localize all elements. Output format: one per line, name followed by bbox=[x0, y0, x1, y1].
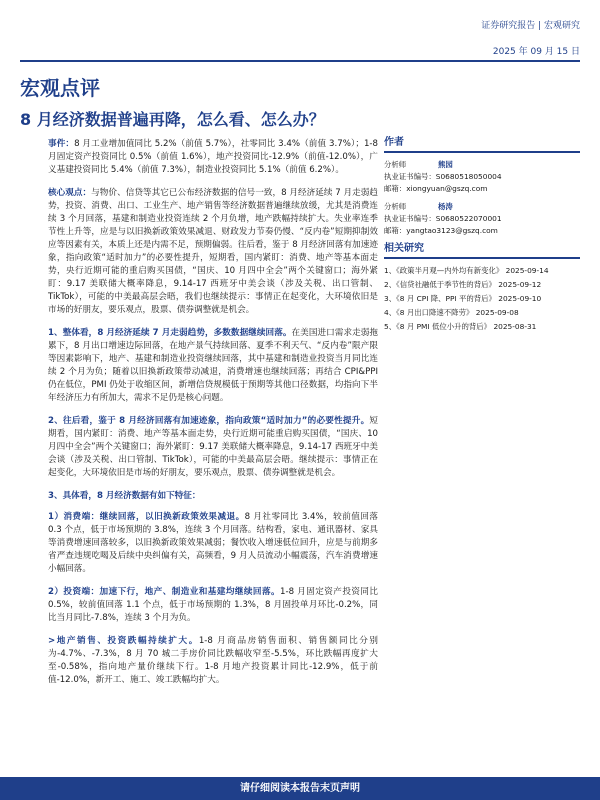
related-item-date: 2025-09-08 bbox=[475, 308, 519, 317]
sub-point-investment bbox=[48, 586, 378, 625]
event-text: 8 月工业增加值同比 5.2%（前值 5.7%），社零同比 3.4%（前值 3.7%）；1-8 月固定资产投资同比 0.5%（前值 1.6%），地产投资同比-12.9%（前值-12.0%），广义基建投资同比 5.4%（前值 7.3%），制造业投资同比 5.1%（前值 6.2%）。 bbox=[48, 139, 378, 175]
related-research-heading: 相关研究 bbox=[384, 243, 580, 259]
related-item-date: 2025-09-12 bbox=[498, 280, 542, 289]
footer-disclaimer: 请仔细阅读本报告末页声明 bbox=[0, 777, 600, 800]
section-2-number: 2、 bbox=[48, 416, 64, 426]
related-item[interactable] bbox=[384, 321, 580, 333]
related-item-title[interactable]: 《信贷社融低于季节性的背后》 bbox=[396, 280, 496, 289]
section-3-heading: 具体看，8 月经济数据有如下特征： bbox=[62, 491, 201, 501]
document-type: 宏观点评 bbox=[20, 76, 100, 100]
authors-heading: 作者 bbox=[384, 137, 580, 153]
author-cert: S0680522070001 bbox=[435, 214, 502, 223]
event-paragraph bbox=[48, 138, 378, 177]
author-role: 分析师 bbox=[384, 160, 407, 169]
report-date: 2025 年 09 月 15 日 bbox=[492, 47, 580, 57]
sub-point-property-heading: >地产销售、投资跌幅持续扩大。 bbox=[48, 636, 199, 646]
sub-point-consumption-text: 8 月社零同比 3.4%，较前值回落 0.3 个点，低于市场预期的 3.8%，连续 3 个月回落。结构看，家电、通讯器材、家具等消费增速回落较多，以旧换新政策效果减弱；餐饮收入增速低位回升，应是与前期多省严查违规吃喝及后续中央纠偏有关，高频看，9 月人员流动小幅震荡，汽车消费增速小幅回落。 bbox=[48, 512, 379, 574]
section-3 bbox=[48, 490, 378, 503]
section-2-text: 短期看，国内紧盯：消费、地产等基本面走势，央行近期可能重启购买国债，“国庆、10 月四中全会”两个关键窗口；海外紧盯：9.17 美联储大概率降息，9.14-17 西班牙中美会谈（涉及关税、出口管制、TikTok），可能的中美最高层会晤。继续提示：事情正在起变化，大环境依旧是市场的好朋友，要乐观点，股票、债券调整就是机会。 bbox=[48, 416, 378, 478]
related-item-number: 4、 bbox=[384, 308, 397, 317]
core-view-text: 与物价、信贷等其它已公布经济数据的信号一致，8 月经济延续 7 月走弱趋势，投资、消费、出口、工业生产、地产销售等经济数据普遍继续放缓，尤其是消费连续 3 个月回落，基建和制造业投资连续 2 个月负增，地产跌幅持续扩大。失业率连季节性上升等，应是与以旧换新政策效果减退、财政发力节奏仍慢、“反内卷”短期抑制效应等因素有关，本质上还是内需不足，预期偏弱。往后看，鉴于 8 月经济回落有加速迹象，指向政策“适时加力”的必要性提升，短期看，国内紧盯：消费、地产等基本面走势，央行近期可能的重启购买国债，“国庆、10 月四中全会”两个关键窗口；海外紧盯：9.17 美联储大概率降息，9.14-17 西班牙中美会谈（涉及关税、出口管制、TikTok），可能的中美最高层会晤，我们也继续提示：事情正在起变化，大环境依旧是市场的好朋友，要乐观点，股票、债券调整就是机会。 bbox=[48, 188, 378, 315]
related-item-number: 1、 bbox=[384, 266, 397, 275]
sub-point-consumption-heading: 1）消费端：继续回落，以旧换新政策效果减退。 bbox=[48, 512, 245, 522]
section-1 bbox=[48, 327, 378, 405]
related-item-title[interactable]: 《8 月出口降速不降劳》 bbox=[396, 308, 474, 317]
related-item-title[interactable]: 《8 月 CPI 降、PPI 平的背后》 bbox=[396, 294, 496, 303]
author-email[interactable]: xiongyuan@gszq.com bbox=[406, 184, 488, 193]
author-card bbox=[384, 159, 580, 195]
core-view-label: 核心观点： bbox=[48, 188, 92, 198]
section-1-heading: 整体看，8 月经济延续 7 月走弱趋势，多数数据继续回落。 bbox=[62, 328, 292, 338]
author-cert-row bbox=[384, 171, 580, 183]
section-1-number: 1、 bbox=[48, 328, 63, 338]
related-item[interactable] bbox=[384, 279, 580, 291]
author-email-row bbox=[384, 225, 580, 237]
author-card bbox=[384, 201, 580, 237]
author-cert: S0680518050004 bbox=[435, 172, 502, 181]
section-3-number: 3、 bbox=[48, 491, 63, 501]
related-item[interactable] bbox=[384, 293, 580, 305]
author-role: 分析师 bbox=[384, 202, 407, 211]
related-item-date: 2025-09-10 bbox=[498, 294, 542, 303]
author-role-row bbox=[384, 201, 580, 213]
related-item-date: 2025-08-31 bbox=[493, 322, 537, 331]
author-cert-label: 执业证书编号： bbox=[384, 172, 436, 181]
main-column bbox=[48, 138, 378, 697]
related-item[interactable] bbox=[384, 307, 580, 319]
sub-point-investment-text: 1-8 月固定资产投资同比 0.5%，较前值回落 1.1 个点，低于市场预期的 1.3%，8 月固投单月环比-0.2%，同比当月同比-7.8%，连续 3 个月为负。 bbox=[48, 587, 378, 623]
page-title: 8 月经济数据普遍再降，怎么看、怎么办？ bbox=[20, 110, 325, 129]
author-email-label: 邮箱： bbox=[384, 226, 407, 235]
author-cert-label: 执业证书编号： bbox=[384, 214, 436, 223]
report-category: 证券研究报告 | 宏观研究 bbox=[481, 21, 580, 31]
section-1-text: 在美国进口需求走弱拖累下，8 月出口增速边际回落，在地产景气持续回落、夏季不利天气、“反内卷”限产限等因素影响下，地产、基建和制造业投资继续回落，其中基建和制造业投资当月同比连续 2 个月为负；随着以旧换新政策带动减退，消费增速也继续回落；再结合 CPI&PPI 仍在低位，PMI 仍处于收缩区间，新增信贷规模低于预期等其他口径数据，均指向下半年经济压力有所加大，需求不足仍是核心问题。 bbox=[48, 328, 378, 403]
related-item-date: 2025-09-14 bbox=[505, 266, 549, 275]
author-email-row bbox=[384, 183, 580, 195]
related-item-number: 2、 bbox=[384, 280, 397, 289]
sub-point-consumption bbox=[48, 511, 378, 576]
author-email-label: 邮箱： bbox=[384, 184, 407, 193]
event-label: 事件： bbox=[48, 139, 75, 149]
author-cert-row bbox=[384, 213, 580, 225]
section-2 bbox=[48, 415, 378, 480]
sub-point-investment-heading: 2）投资端：加速下行，地产、制造业和基建均继续回落。 bbox=[48, 587, 281, 597]
related-item-title[interactable]: 《8 月 PMI 低位小升的背后》 bbox=[396, 322, 492, 331]
related-item-number: 5、 bbox=[384, 322, 397, 331]
related-research-list bbox=[384, 265, 580, 333]
author-name: 熊园 bbox=[438, 160, 453, 169]
related-item[interactable] bbox=[384, 265, 580, 277]
sidebar bbox=[384, 137, 580, 335]
core-view-paragraph bbox=[48, 187, 378, 317]
header-divider bbox=[20, 60, 580, 62]
sub-point-property bbox=[48, 635, 378, 687]
related-item-title[interactable]: 《政策半月观—内外均有新变化》 bbox=[396, 266, 504, 275]
sub-point-property-text: 1-8 月商品房销售面积、销售额同比分别为-4.7%、-7.3%，8 月 70 城二手房价同比跌幅收窄至-5.5%，环比跌幅再度扩大至-0.58%，指向地产量价继续下行。1-8 月地产投资累计同比-12.9%，低于前值-12.0%，新开工、施工、竣工跌幅均扩大。 bbox=[48, 636, 378, 685]
author-email[interactable]: yangtao3123@gszq.com bbox=[406, 226, 498, 235]
related-item-number: 3、 bbox=[384, 294, 397, 303]
author-role-row bbox=[384, 159, 580, 171]
author-name: 杨涛 bbox=[438, 202, 453, 211]
section-2-heading: 往后看，鉴于 8 月经济回落有加速迹象，指向政策“适时加力”的必要性提升。 bbox=[63, 416, 370, 426]
